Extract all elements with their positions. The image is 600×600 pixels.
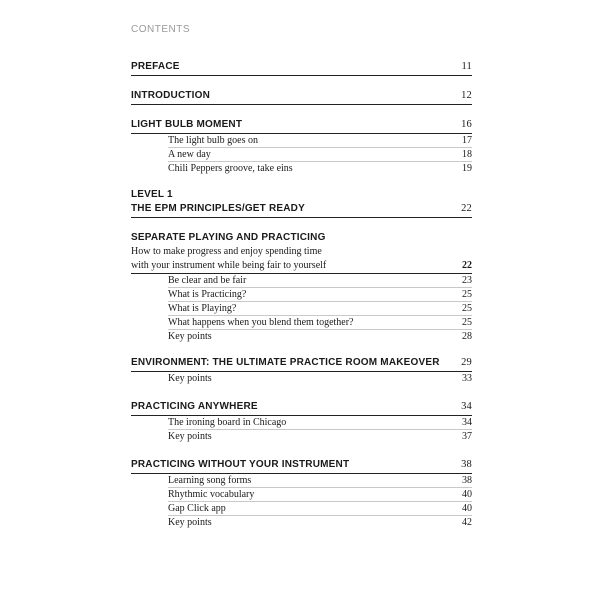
toc-section-preface: [131, 60, 472, 76]
toc-heading-label: PREFACE: [131, 61, 180, 72]
toc-heading-row[interactable]: [131, 202, 472, 218]
toc-subentry-label: Key points: [168, 517, 212, 528]
toc-subentry[interactable]: [168, 330, 472, 344]
toc-section-anywhere: [131, 400, 472, 444]
toc-page-number: 12: [461, 90, 472, 101]
toc-section-environment: [131, 356, 472, 386]
toc-subentry[interactable]: [168, 316, 472, 330]
toc-subentry[interactable]: [168, 288, 472, 302]
toc-subentry[interactable]: [168, 430, 472, 444]
toc-subentry[interactable]: [168, 488, 472, 502]
toc-subentry[interactable]: [168, 134, 472, 148]
toc-subentry-label: Gap Click app: [168, 503, 226, 514]
toc-subentries: [168, 274, 472, 344]
toc-subentry[interactable]: [168, 416, 472, 430]
toc-subentry[interactable]: [168, 274, 472, 288]
toc-subentry[interactable]: [168, 372, 472, 386]
toc-page-number: 40: [462, 503, 472, 514]
toc-subentry-label: The ironing board in Chicago: [168, 417, 287, 428]
toc-heading-row[interactable]: [131, 400, 472, 416]
toc-subentry-label: What is Playing?: [168, 303, 237, 314]
toc-subentry-label: Key points: [168, 373, 212, 384]
toc-page-number: 17: [462, 135, 472, 146]
toc-section-level1: [131, 188, 472, 218]
toc-subentry[interactable]: [168, 502, 472, 516]
toc-heading-row[interactable]: [131, 458, 472, 474]
toc-page-number: 29: [461, 357, 472, 368]
toc-subentry-label: Chili Peppers groove, take eins: [168, 163, 293, 174]
toc-subentry-label: What is Practicing?: [168, 289, 247, 300]
toc-subentry-label: Key points: [168, 431, 212, 442]
toc-page-number: 25: [462, 317, 472, 328]
toc-section-separate: [131, 231, 472, 344]
toc-subentry-label: Learning song forms: [168, 475, 252, 486]
toc-page-number: 34: [462, 417, 472, 428]
toc-heading-row[interactable]: [131, 89, 472, 105]
toc-subentry[interactable]: [168, 516, 472, 530]
toc-intro-line: with your instrument while being fair to yourself: [131, 260, 327, 271]
toc-page-number: 23: [462, 275, 472, 286]
toc-subentries: [168, 134, 472, 176]
toc-subentry-label: The light bulb goes on: [168, 135, 258, 146]
toc-subentry-label: Be clear and be fair: [168, 275, 247, 286]
page-header: CONTENTS: [131, 24, 190, 35]
toc-heading-label: PRACTICING ANYWHERE: [131, 401, 258, 412]
toc-page-number: 28: [462, 331, 472, 342]
toc-page-number: 38: [462, 475, 472, 486]
toc-subentry[interactable]: [168, 302, 472, 316]
toc-heading-label[interactable]: SEPARATE PLAYING AND PRACTICING: [131, 232, 326, 243]
toc-subentry-label: Key points: [168, 331, 212, 342]
toc-subentry[interactable]: [168, 474, 472, 488]
toc-page-number: 16: [461, 119, 472, 130]
table-of-contents: [131, 60, 472, 530]
toc-subentry-label: What happens when you blend them together?: [168, 317, 354, 328]
toc-section-light-bulb: [131, 118, 472, 176]
toc-page-number: 18: [462, 149, 472, 160]
toc-page-number: 19: [462, 163, 472, 174]
toc-subentries: [168, 372, 472, 386]
level-label: LEVEL 1: [131, 189, 173, 200]
toc-page-number: 22: [462, 260, 472, 271]
toc-heading-row[interactable]: [131, 356, 472, 372]
toc-subentries: [168, 474, 472, 530]
toc-page-number: 11: [461, 61, 472, 72]
toc-page-number: 25: [462, 303, 472, 314]
toc-subentry[interactable]: [168, 162, 472, 176]
toc-heading-label: INTRODUCTION: [131, 90, 211, 101]
toc-page-number: 25: [462, 289, 472, 300]
toc-heading-row[interactable]: [131, 60, 472, 76]
toc-intro-line: How to make progress and enjoy spending time: [131, 246, 322, 257]
toc-page-number: 33: [462, 373, 472, 384]
toc-heading-label: LIGHT BULB MOMENT: [131, 119, 243, 130]
toc-section-introduction: [131, 89, 472, 105]
toc-page-number: 38: [461, 459, 472, 470]
toc-heading-label: THE EPM PRINCIPLES/GET READY: [131, 203, 305, 214]
toc-heading-label: PRACTICING WITHOUT YOUR INSTRUMENT: [131, 459, 350, 470]
toc-page-number: 42: [462, 517, 472, 528]
toc-subentry-label: Rhythmic vocabulary: [168, 489, 255, 500]
toc-page-number: 37: [462, 431, 472, 442]
toc-page-number: 40: [462, 489, 472, 500]
toc-subentry-label: A new day: [168, 149, 211, 160]
toc-heading-label: ENVIRONMENT: THE ULTIMATE PRACTICE ROOM MAKEOVER: [131, 357, 440, 368]
toc-heading-row[interactable]: [131, 118, 472, 134]
toc-page-number: 22: [461, 203, 472, 214]
toc-page-number: 34: [461, 401, 472, 412]
toc-subentries: [168, 416, 472, 444]
toc-subentry[interactable]: [168, 148, 472, 162]
toc-intro-row[interactable]: [131, 259, 472, 274]
toc-section-without: [131, 458, 472, 530]
